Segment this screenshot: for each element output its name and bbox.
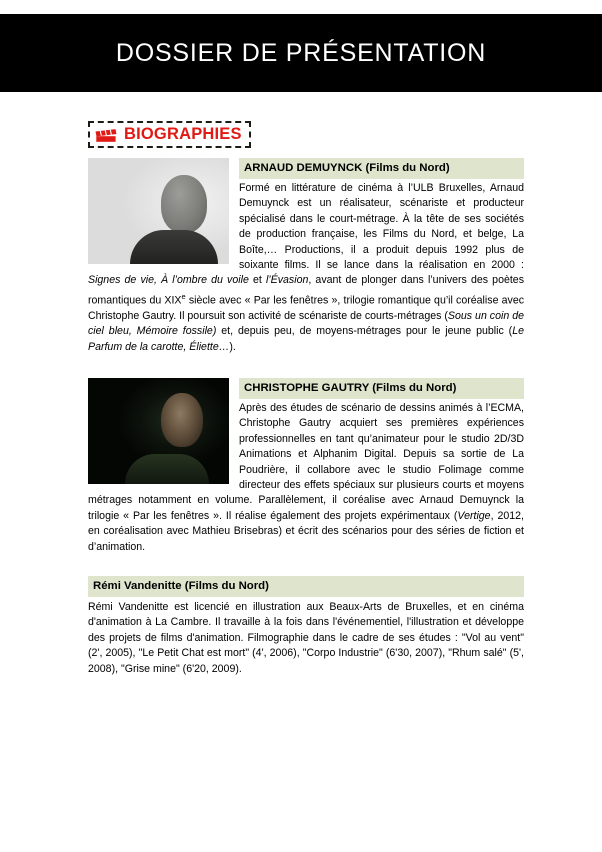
- biographies-label: BIOGRAPHIES: [124, 125, 242, 144]
- bio-entry-christophe-gautry: [88, 378, 524, 555]
- bio-heading-arnaud-demuynck: ARNAUD DEMUYNCK (Films du Nord): [239, 158, 524, 179]
- bio-paragraph-remi-vandenitte: Rémi Vandenitte est licencié en illustration aux Beaux-Arts de Bruxelles, et en cinéma d'animation à La Cambre. Il travaille à la fois dans l'événementiel, l'illustration et développe des projets de films d'animation. Filmographie dans le cadre de ses études : "Vol au vent" (2', 2005), "Le Petit Chat est mort" (4', 2006), "Corpo Industrie" (6'30, 2007), "Rhum salé" (5', 2008), "Grise mine" (6'20, 2009).: [88, 601, 524, 675]
- portrait-arnaud-demuynck: [88, 158, 229, 264]
- clapperboard-icon: [95, 126, 117, 143]
- page-title: DOSSIER DE PRÉSENTATION: [115, 38, 487, 67]
- bio-paragraph-christophe-gautry: Après des études de scénario de dessins animés à l’ECMA, Christophe Gautry acquiert ses premières expériences professionnelles en tant qu’animateur pour le studio 2D/3D Animations et Alphanim Digital. Depuis sa sortie de La Poudrière, il collabore avec le studio Folimage comme directeur des effets spéciaux sur plusieurs courts et moyens métrages notamment en volume. Parallèlement, il coréalise avec Arnaud Demuynck la trilogie « Par les fenêtres ». Il réalise également des projets expérimentaux (Vertige, 2012, en coréalisation avec Mathieu Brisebras) et écrit des scénarios pour des séries de fiction et d’animation.: [88, 402, 524, 553]
- document-page: [0, 92, 602, 852]
- bio-entry-remi-vandenitte: [88, 576, 524, 677]
- portrait-shoulders-shape: [125, 454, 209, 484]
- header-band: [0, 14, 602, 92]
- portrait-head-shape: [161, 393, 203, 447]
- biographies-section-badge: [88, 121, 251, 148]
- portrait-head-shape: [161, 175, 207, 233]
- bio-heading-remi-vandenitte: Rémi Vandenitte (Films du Nord): [88, 576, 524, 597]
- bio-entry-arnaud-demuynck: [88, 158, 524, 355]
- bio-paragraph-arnaud-demuynck: Formé en littérature de cinéma à l’ULB Bruxelles, Arnaud Demuynck est un réalisateur, scénariste et producteur spécialisé dans le court-métrage. À la tête de ses sociétés de production française, les Films du Nord, et belge, La Boîte,… Productions, il a produit depuis 1992 plus de soixante films. Il se lance dans la réalisation en 2000 : Signes de vie, À l’ombre du voile et l’Évasion, avant de plonger dans l’univers des poètes romantiques du XIXe siècle avec « Par les fenêtres », trilogie romantique qu’il coréalise avec Christophe Gautry. Il poursuit son activité de scénariste de courts-métrages (Sous un coin de ciel bleu, Mémoire fossile) et, depuis peu, de moyens-métrages pour le jeune public (Le Parfum de la carotte, Éliette…).: [88, 182, 525, 353]
- portrait-shoulders-shape: [130, 230, 218, 264]
- portrait-christophe-gautry: [88, 378, 229, 484]
- bio-heading-christophe-gautry: CHRISTOPHE GAUTRY (Films du Nord): [239, 378, 524, 399]
